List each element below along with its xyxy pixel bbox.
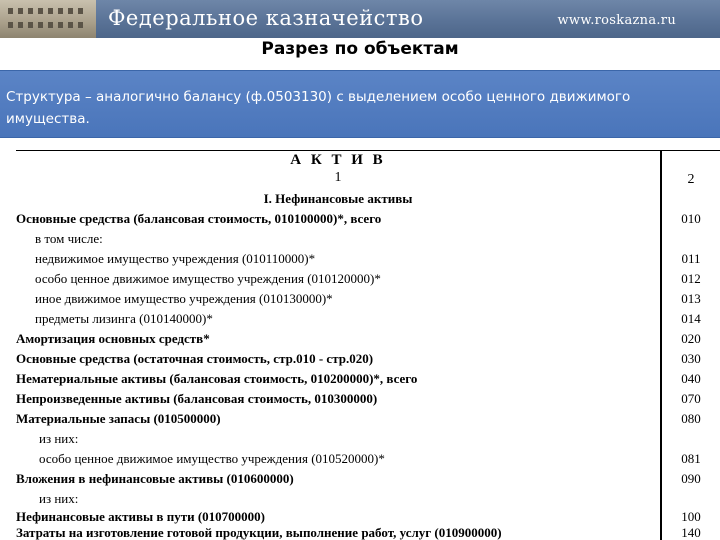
row-code: 070 — [681, 391, 701, 406]
building-photo — [0, 0, 96, 38]
row-code: 080 — [681, 411, 701, 426]
row-code: 040 — [681, 371, 701, 386]
table-row — [16, 489, 720, 509]
row-label: Вложения в нефинансовые активы (010600000) — [16, 471, 294, 486]
table-row — [16, 289, 720, 309]
row-label: Основные средства (балансовая стоимость, 010100000)*, всего — [16, 211, 382, 226]
row-label: недвижимое имущество учреждения (010110000)* — [35, 251, 316, 266]
row-code: 100 — [681, 509, 701, 524]
balance-table — [16, 150, 720, 540]
row-code: 011 — [681, 251, 701, 266]
row-code: 140 — [681, 525, 701, 540]
row-label: Основные средства (остаточная стоимость, стр.010 - стр.020) — [16, 351, 374, 366]
row-label: Нефинансовые активы в пути (010700000) — [16, 509, 265, 524]
section-title: I. Нефинансовые активы — [263, 191, 413, 206]
header-banner — [0, 0, 720, 38]
table-row — [16, 249, 720, 269]
row-label: Материальные запасы (010500000) — [16, 411, 221, 426]
info-box — [0, 70, 720, 138]
table-row — [16, 389, 720, 409]
table-row — [16, 309, 720, 329]
row-label: особо ценное движимое имущество учреждения (010520000)* — [39, 451, 385, 466]
row-label: особо ценное движимое имущество учреждения (010120000)* — [35, 271, 381, 286]
table-row — [16, 523, 720, 540]
row-code: 014 — [681, 311, 701, 326]
row-label: Непроизведенные активы (балансовая стоимость, 010300000) — [16, 391, 378, 406]
table-row — [16, 449, 720, 469]
row-code: 020 — [681, 331, 701, 346]
row-label: Затраты на изготовление готовой продукции, выполнение работ, услуг (010900000) — [16, 525, 502, 540]
row-code: 030 — [681, 351, 701, 366]
page-title: Разрез по объектам — [261, 39, 459, 59]
row-label: из них: — [39, 491, 79, 506]
table-row — [16, 329, 720, 349]
row-label: Амортизация основных средств* — [16, 331, 210, 346]
table-row — [16, 229, 720, 249]
row-code: 012 — [681, 271, 701, 286]
row-label: Нематериальные активы (балансовая стоимость, 010200000)*, всего — [16, 371, 418, 386]
table-row — [16, 469, 720, 489]
table-row — [16, 209, 720, 229]
table-head-title: А К Т И В — [290, 152, 386, 168]
table-head-col2-num: 2 — [687, 172, 695, 187]
site-url: www.roskazna.ru — [557, 13, 676, 28]
table-row — [16, 429, 720, 449]
row-label: иное движимое имущество учреждения (010130000)* — [35, 291, 333, 306]
table-row — [16, 349, 720, 369]
table-row — [16, 269, 720, 289]
row-label: предметы лизинга (010140000)* — [35, 311, 213, 326]
row-code: 010 — [681, 211, 701, 226]
table-row — [16, 409, 720, 429]
row-label: из них: — [39, 431, 79, 446]
info-text: Структура – аналогично балансу (ф.0503130) с выделением особо ценного движимого имущества. — [6, 89, 631, 127]
row-code: 081 — [681, 451, 701, 466]
brand-title: Федеральное казначейство — [108, 6, 424, 30]
row-code: 013 — [681, 291, 701, 306]
row-code: 090 — [681, 471, 701, 486]
table-head-col1-num: 1 — [334, 170, 342, 185]
table-row — [16, 369, 720, 389]
row-label: в том числе: — [35, 231, 103, 246]
